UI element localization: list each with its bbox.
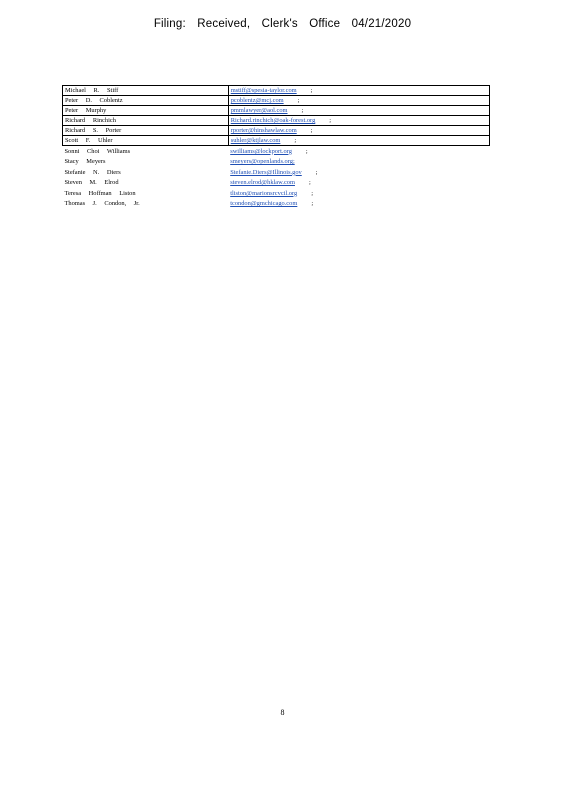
recipient-email-cell	[228, 188, 489, 199]
service-list-row	[63, 157, 490, 168]
separator-semicolon: ;	[310, 127, 313, 134]
recipient-name: Scott F. Uhler	[63, 136, 229, 146]
service-list-row	[63, 188, 490, 199]
separator-semicolon: ;	[305, 147, 308, 155]
service-list-row	[63, 136, 490, 146]
service-list-row	[63, 106, 490, 116]
recipient-email-cell	[228, 126, 489, 136]
service-list-row	[63, 167, 490, 178]
recipient-email-link[interactable]: tliston@marionsrcvcil.org	[230, 189, 298, 197]
service-list-row	[63, 146, 490, 157]
separator-semicolon: ;	[311, 200, 314, 208]
page-number: 8	[280, 708, 285, 717]
separator-semicolon: ;	[311, 189, 313, 197]
filing-header: Filing: Received, Clerk's Office 04/21/2020	[153, 18, 412, 30]
recipient-email-link[interactable]: rporter@hinshawlaw.com	[230, 127, 297, 134]
service-list-row	[63, 126, 490, 136]
recipient-name: Steven M. Elrod	[64, 179, 119, 187]
separator-semicolon: ;	[297, 97, 300, 104]
recipient-email-cell	[228, 199, 489, 210]
service-list-row	[63, 199, 490, 210]
separator-semicolon: ;	[310, 87, 313, 94]
recipient-name: Stacy Meyers	[64, 158, 106, 166]
service-list-row	[63, 116, 490, 126]
recipient-name: Richard S. Porter	[63, 126, 229, 136]
recipient-email-cell	[228, 86, 489, 96]
recipient-name: Stefanie N. Diers	[64, 168, 121, 176]
recipient-name: Peter D. Coblentz	[63, 96, 229, 106]
recipient-email-cell	[228, 96, 489, 106]
recipient-name: Richard Rinchich	[63, 116, 229, 126]
recipient-email-cell	[228, 116, 489, 126]
recipient-email-cell	[228, 146, 489, 157]
recipient-name: Peter Murphy	[63, 106, 229, 116]
recipient-name: Sonni Choi Williams	[64, 147, 131, 155]
separator-semicolon: ;	[301, 107, 304, 114]
recipient-name: Thomas J. Condon, Jr.	[64, 200, 140, 208]
service-list-row	[63, 86, 490, 96]
recipient-email-cell	[228, 136, 489, 146]
service-list-row	[63, 178, 490, 189]
recipient-email-link[interactable]: swilliams@lockport.org	[230, 147, 292, 155]
separator-semicolon: ;	[308, 179, 311, 187]
recipient-email-cell	[228, 178, 489, 189]
recipient-email-link[interactable]: steven.elrod@hklaw.com	[230, 179, 295, 187]
recipient-email-cell	[228, 106, 489, 116]
recipient-name: Michael R. Stiff	[63, 86, 229, 96]
recipient-email-link[interactable]: pmmlawyer@aol.com	[230, 107, 288, 114]
separator-semicolon: ;	[294, 137, 297, 144]
service-list-body	[63, 86, 490, 210]
recipient-email-link[interactable]: pcoblentz@mcj.com	[230, 97, 284, 104]
recipient-email-link[interactable]: mstiff@spesia-taylor.com	[230, 87, 297, 94]
service-list-row	[63, 96, 490, 106]
recipient-name: Teresa Hoffman Liston	[64, 189, 136, 197]
separator-semicolon: ;	[329, 117, 332, 124]
recipient-email-link[interactable]: smeyers@openlands.org;	[230, 158, 295, 166]
recipient-email-link[interactable]: tcondon@gmchicago.com	[230, 200, 298, 208]
recipient-email-link[interactable]: Richard.rinchich@oak-forest.org	[230, 117, 316, 124]
recipient-email-cell	[228, 157, 489, 168]
recipient-email-cell	[228, 167, 489, 178]
service-list-table	[62, 85, 490, 209]
separator-semicolon: ;	[315, 168, 318, 176]
recipient-email-link[interactable]: Stefanie.Diers@Illinois.gov	[230, 168, 302, 176]
recipient-email-link[interactable]: suhler@ktjlaw.com	[230, 137, 281, 144]
